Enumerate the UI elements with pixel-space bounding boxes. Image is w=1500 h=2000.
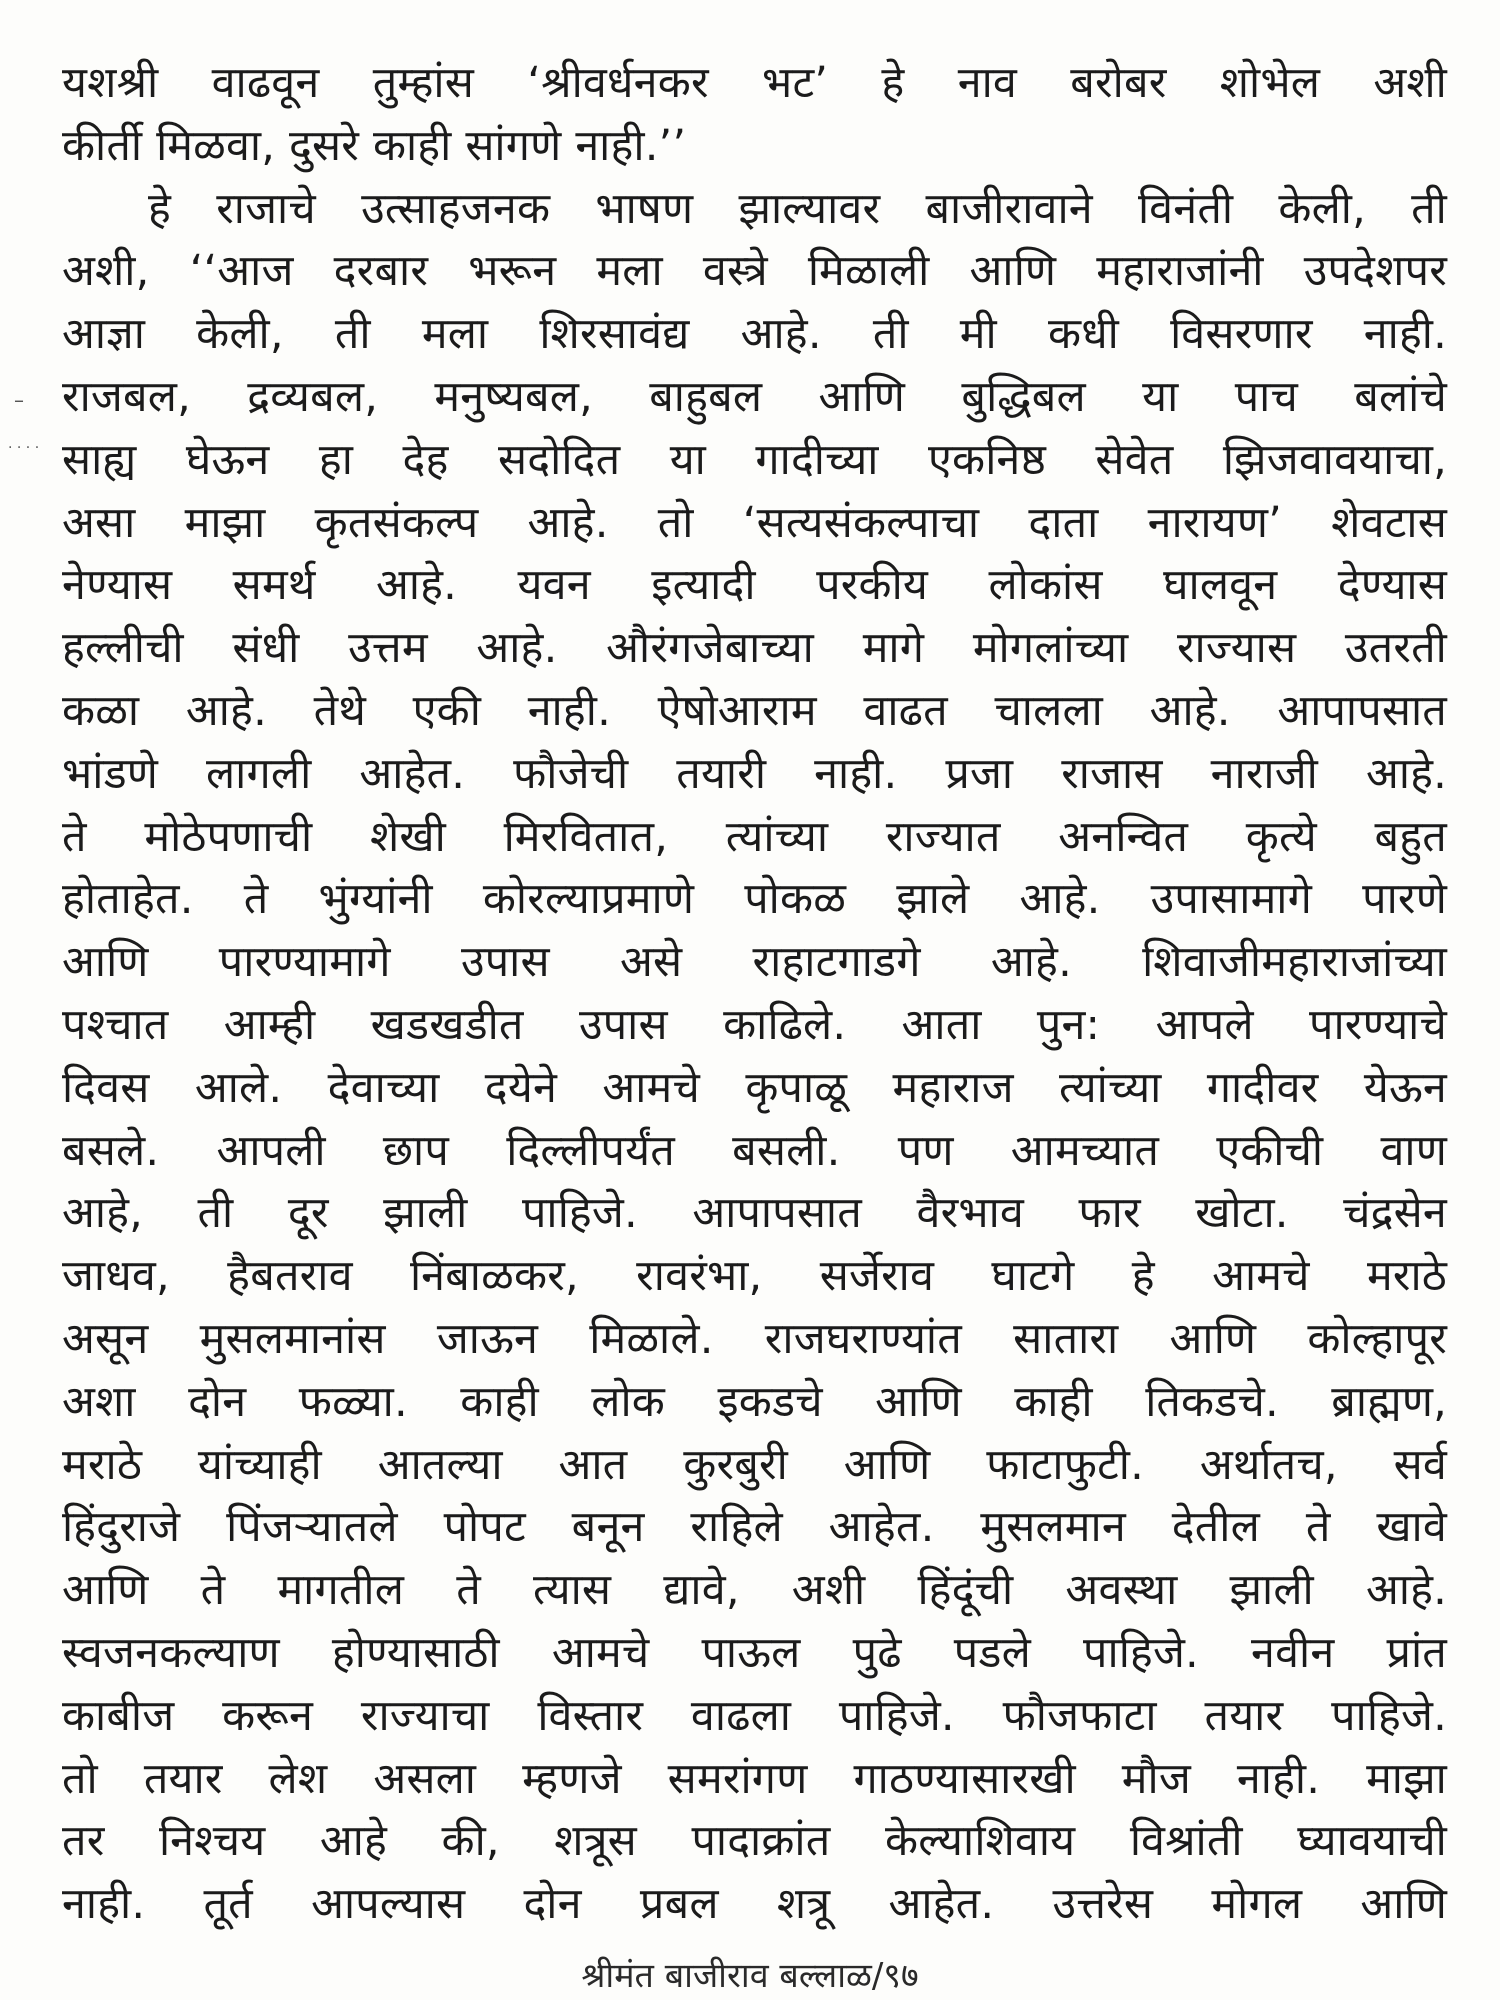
text-line: पश्चात आम्ही खडखडीत उपास काढिले. आता पुन: आपले पारण्याचे [62, 999, 1447, 1050]
text-line: असा माझा कृतसंकल्प आहे. तो ‘सत्यसंकल्पाचा दाता नारायण’ शेवटास [62, 497, 1447, 548]
text-line: मराठे यांच्याही आतल्या आत कुरबुरी आणि फाटाफुटी. अर्थातच, सर्व [62, 1439, 1447, 1490]
text-line: होताहेत. ते भुंग्यांनी कोरल्याप्रमाणे पोकळ झाले आहे. उपासामागे पारणे [62, 874, 1447, 925]
text-line: तो तयार लेश असला म्हणजे समरांगण गाठण्यासारखी मौज नाही. माझा [62, 1753, 1447, 1804]
body-text [62, 52, 1447, 1936]
text-line: तर निश्चय आहे की, शत्रूस पादाक्रांत केल्याशिवाय विश्रांती घ्यावयाची [62, 1816, 1447, 1867]
text-line: आज्ञा केली, ती मला शिरसावंद्य आहे. ती मी कधी विसरणार नाही. [62, 309, 1447, 360]
text-line: हिंदुराजे पिंजऱ्यातले पोपट बनून राहिले आहेत. मुसलमान देतील ते खावे [62, 1502, 1447, 1553]
text-line: नेण्यास समर्थ आहे. यवन इत्यादी परकीय लोकांस घालवून देण्यास [62, 560, 1447, 611]
text-line: ते मोठेपणाची शेखी मिरवितात, त्यांच्या राज्यात अनन्वित कृत्ये बहुत [62, 811, 1447, 862]
text-line: नाही. तूर्त आपल्यास दोन प्रबल शत्रू आहेत. उत्तरेस मोगल आणि [62, 1879, 1447, 1930]
text-line: बसले. आपली छाप दिल्लीपर्यंत बसली. पण आमच्यात एकीची वाण [62, 1125, 1447, 1176]
text-line: भांडणे लागली आहेत. फौजेची तयारी नाही. प्रजा राजास नाराजी आहे. [62, 748, 1447, 799]
text-line: कीर्ती मिळवा, दुसरे काही सांगणे नाही.’’ [62, 120, 687, 171]
text-line: आणि ते मागतील ते त्यास द्यावे, अशी हिंदूंची अवस्था झाली आहे. [62, 1565, 1447, 1616]
text-line: अशा दोन फळ्या. काही लोक इकडचे आणि काही तिकडचे. ब्राह्मण, [62, 1376, 1447, 1427]
text-line: हल्लीची संधी उत्तम आहे. औरंगजेबाच्या मागे मोगलांच्या राज्यास उतरती [62, 623, 1447, 674]
paragraph-start-line: हे राजाचे उत्साहजनक भाषण झाल्यावर बाजीरावाने विनंती केली, ती [148, 183, 1447, 234]
text-line: स्वजनकल्याण होण्यासाठी आमचे पाऊल पुढे पडले पाहिजे. नवीन प्रांत [62, 1627, 1447, 1678]
page-footer: श्रीमंत बाजीराव बल्लाळ/९७ [581, 1956, 919, 1996]
text-line: जाधव, हैबतराव निंबाळकर, रावरंभा, सर्जेराव घाटगे हे आमचे मराठे [62, 1251, 1447, 1302]
text-line: साह्य घेऊन हा देह सदोदित या गादीच्या एकनिष्ठ सेवेत झिजवावयाचा, [62, 434, 1447, 485]
text-line: कळा आहे. तेथे एकी नाही. ऐषोआराम वाढत चालला आहे. आपापसात [62, 685, 1447, 736]
text-line: अशी, ‘‘आज दरबार भरून मला वस्त्रे मिळाली आणि महाराजांनी उपदेशपर [62, 246, 1447, 297]
text-line: काबीज करून राज्याचा विस्तार वाढला पाहिजे. फौजफाटा तयार पाहिजे. [62, 1690, 1447, 1741]
text-line: असून मुसलमानांस जाऊन मिळाले. राजघराण्यांत सातारा आणि कोल्हापूर [62, 1313, 1447, 1364]
text-line: यशश्री वाढवून तुम्हांस ‘श्रीवर्धनकर भट’ हे नाव बरोबर शोभेल अशी [62, 58, 1447, 108]
margin-dash-mark: – [14, 388, 24, 412]
text-line: आणि पारण्यामागे उपास असे राहाटगाडगे आहे. शिवाजीमहाराजांच्या [62, 937, 1447, 988]
text-line: दिवस आले. देवाच्या दयेने आमचे कृपाळू महाराज त्यांच्या गादीवर येऊन [62, 1062, 1447, 1113]
text-line: आहे, ती दूर झाली पाहिजे. आपापसात वैरभाव फार खोटा. चंद्रसेन [62, 1188, 1447, 1239]
margin-dots-mark: · · · · [8, 440, 40, 456]
text-line: राजबल, द्रव्यबल, मनुष्यबल, बाहुबल आणि बुद्धिबल या पाच बलांचे [62, 371, 1447, 422]
